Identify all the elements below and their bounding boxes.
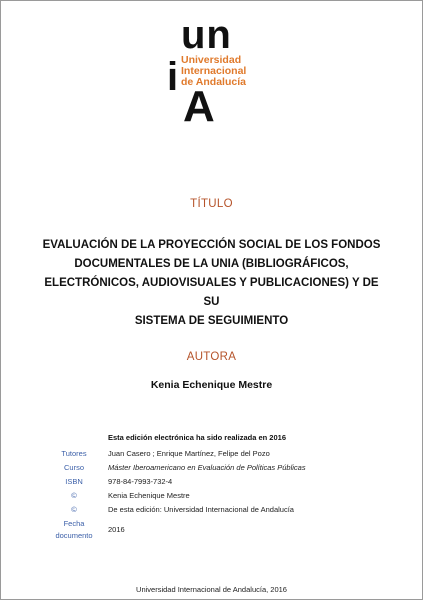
details-value: Juan Casero ; Enrique Martínez, Felipe del Pozo: [108, 449, 270, 458]
title-label: TÍTULO: [190, 198, 233, 210]
author-label: AUTORA: [186, 351, 237, 363]
logo-line: Universidad: [181, 54, 242, 66]
details-label: Tutores: [61, 449, 87, 458]
details-table: [41, 447, 421, 543]
logo-letter-a: A: [183, 82, 215, 131]
details-label-line: documento: [55, 531, 93, 540]
author-name: Kenia Echenique Mestre: [150, 379, 273, 391]
details-label-line: Fecha: [63, 519, 85, 528]
page-footer: Universidad Internacional de Andalucía, 2016: [136, 585, 287, 594]
document-title: [41, 236, 382, 331]
copyright-symbol: ©: [71, 491, 77, 500]
details-row-tutores: [41, 447, 421, 461]
logo-line: Internacional: [181, 65, 247, 77]
title-line: ELECTRÓNICOS, AUDIOVISUALES Y PUBLICACIONES) Y DE SU: [44, 277, 379, 308]
details-row-copyright-author: [41, 489, 421, 503]
details-label: [41, 518, 107, 542]
details-label: Curso: [63, 463, 84, 472]
details-value: 2016: [108, 525, 125, 534]
details-value: Máster Iberoamericano en Evaluación de Políticas Públicas: [108, 463, 306, 472]
logo-letter-i: i: [167, 55, 179, 99]
title-line: DOCUMENTALES DE LA UNIA (BIBLIOGRÁFICOS,: [74, 258, 349, 270]
copyright-symbol: ©: [71, 505, 77, 514]
details-value: 978-84-7993-732-4: [108, 477, 173, 486]
edition-note: Esta edición electrónica ha sido realizada en 2016: [108, 433, 286, 442]
title-line: SISTEMA DE SEGUIMIENTO: [134, 315, 289, 327]
logo-line: de Andalucía: [181, 76, 246, 88]
title-line: EVALUACIÓN DE LA PROYECCIÓN SOCIAL DE LOS FONDOS: [42, 239, 381, 251]
details-value: Kenia Echenique Mestre: [108, 491, 190, 500]
unia-logo: [1, 1, 422, 141]
details-row-isbn: [41, 475, 421, 489]
details-row-fecha: [41, 517, 421, 543]
details-value: De esta edición: Universidad Internacional de Andalucía: [108, 505, 294, 514]
logo-university-name: [181, 55, 246, 88]
details-label: ISBN: [65, 477, 83, 486]
logo-letters-un: un: [181, 13, 232, 57]
details-row-curso: [41, 461, 421, 475]
details-row-copyright-edition: [41, 503, 421, 517]
